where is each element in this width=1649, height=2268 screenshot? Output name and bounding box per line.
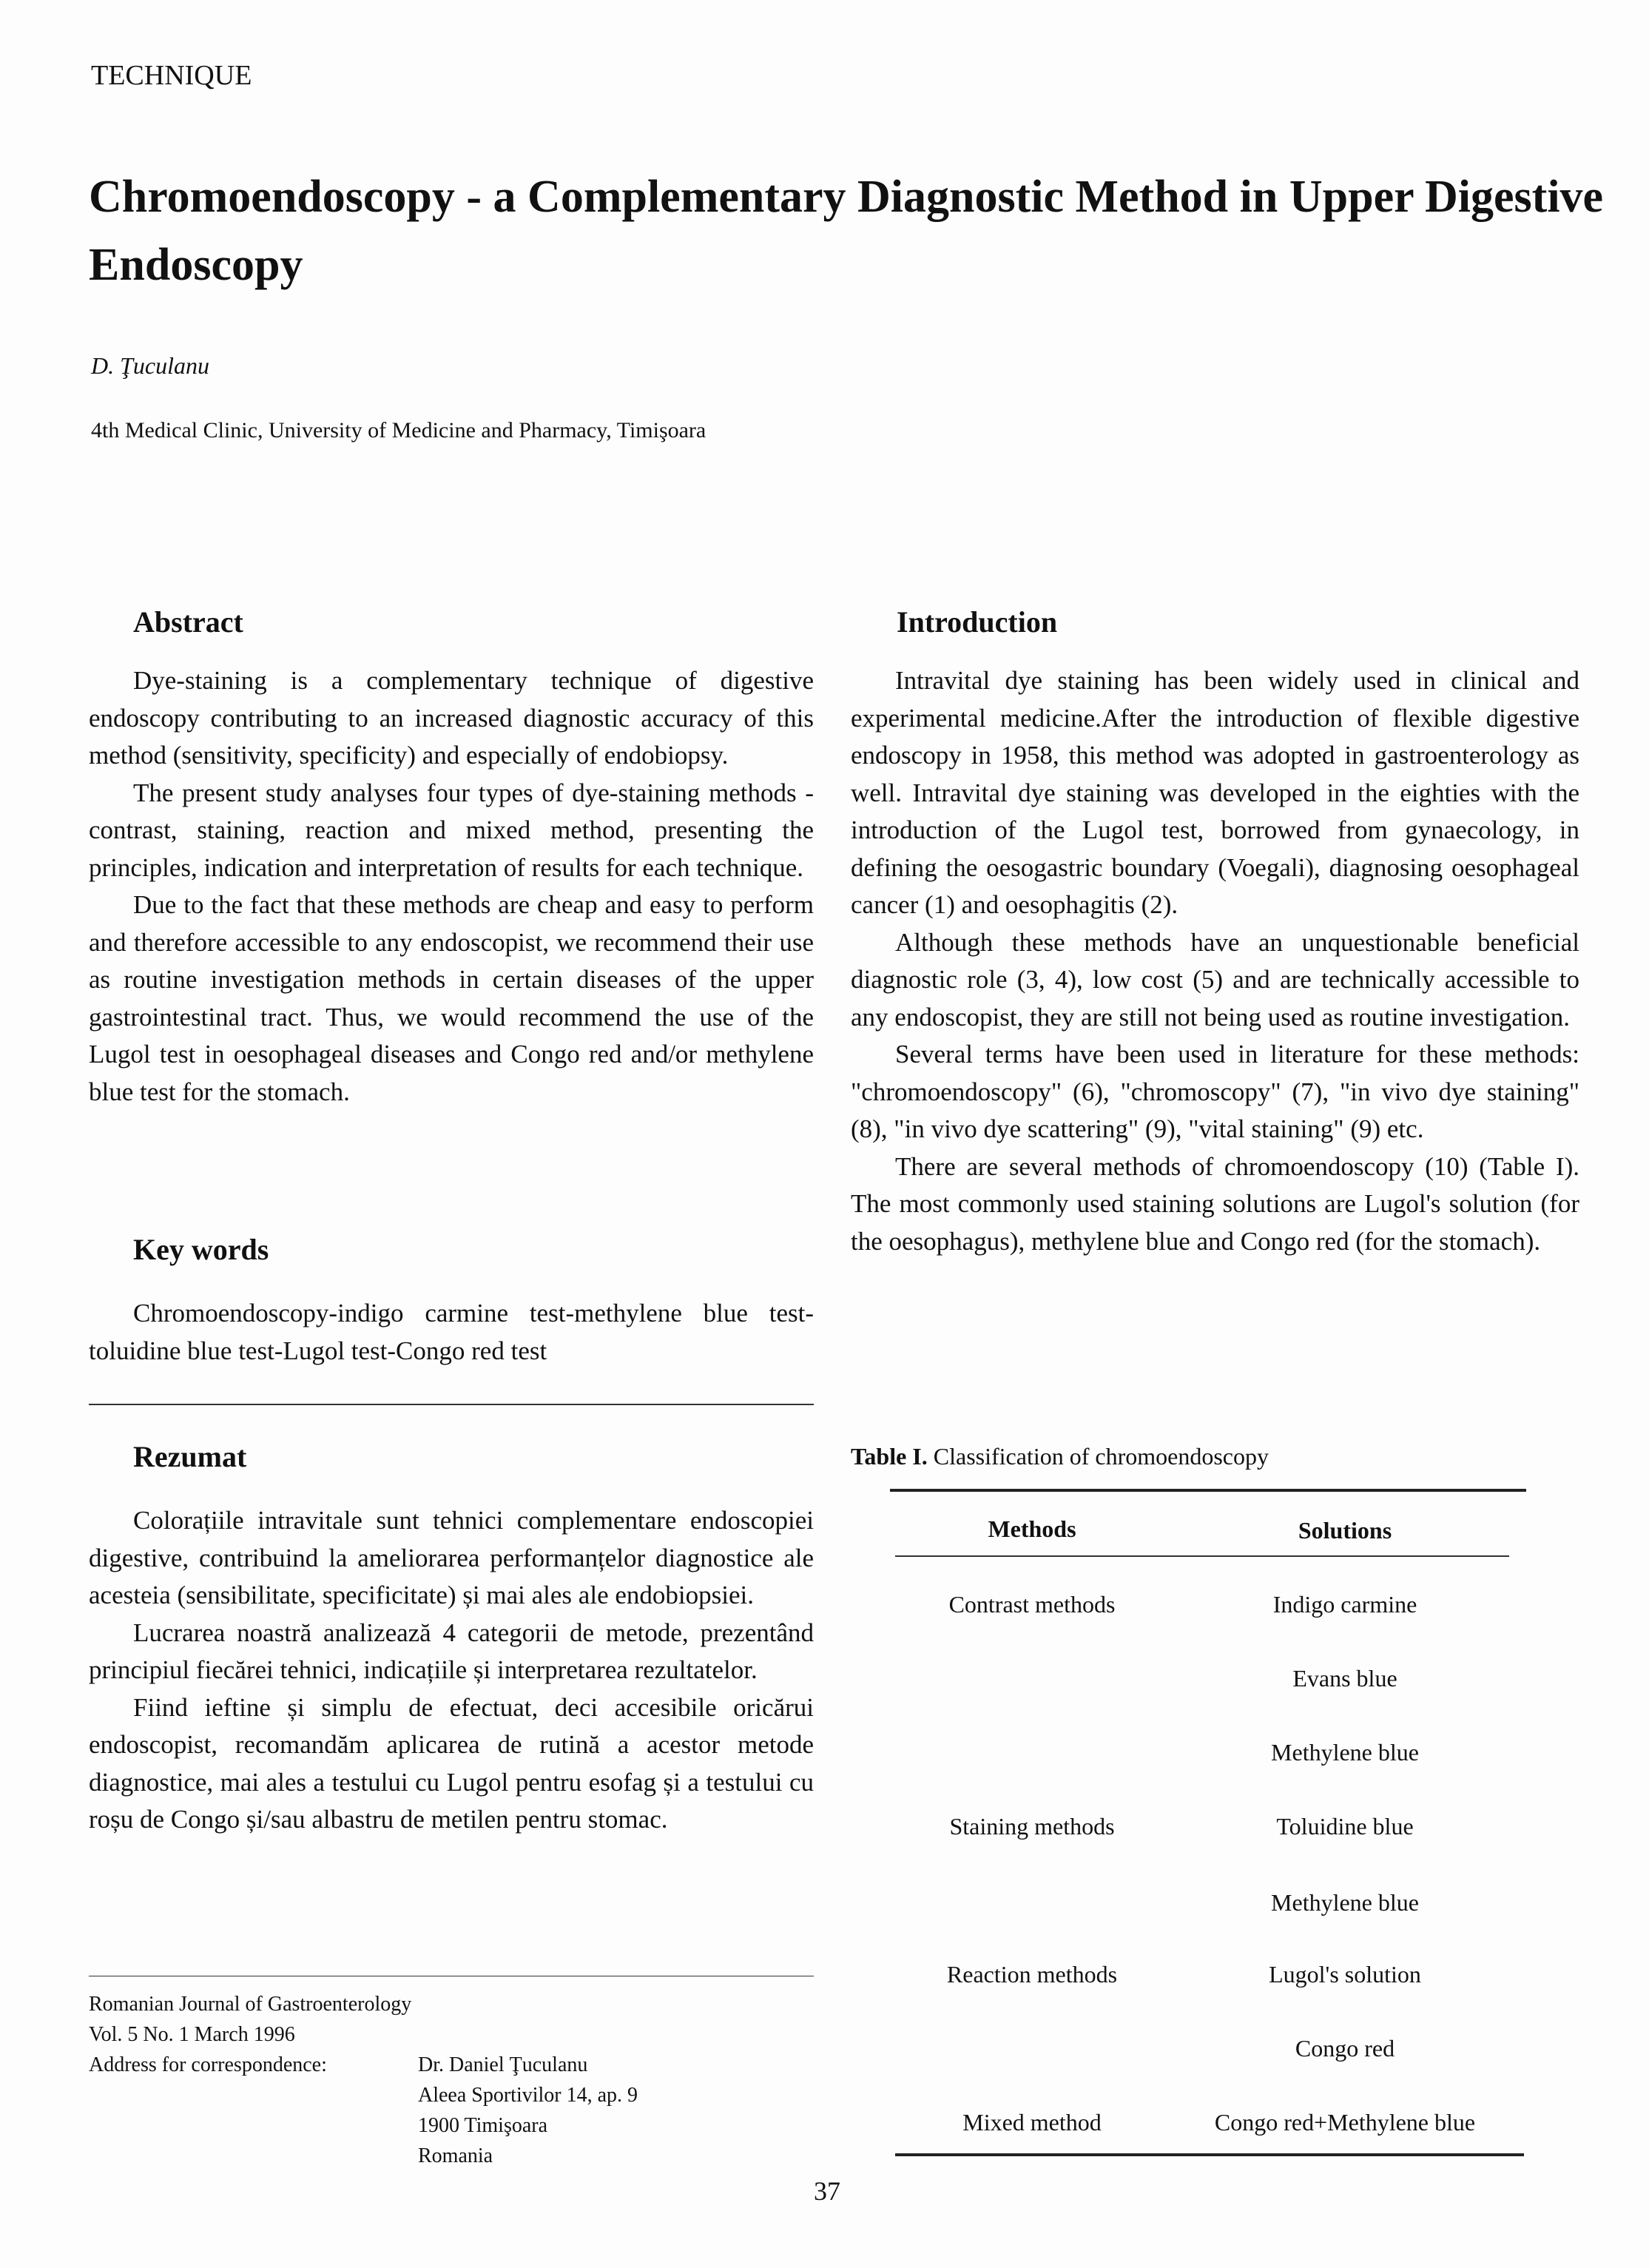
abstract-heading: Abstract xyxy=(133,605,243,639)
journal-issue: Vol. 5 No. 1 March 1996 xyxy=(89,2023,295,2046)
table-header-methods: Methods xyxy=(988,1515,1076,1542)
abstract-paragraph: Dye-staining is a complementary technique of digestive endoscopy contributing to an increased diagnostic accuracy of this method (sensitivity, specificity) and especially of endobiopsy. xyxy=(89,666,814,770)
keywords-heading: Key words xyxy=(133,1233,269,1266)
table-header-solutions: Solutions xyxy=(1298,1517,1392,1544)
table-bottom-rule xyxy=(895,2153,1524,2156)
author: D. Ţuculanu xyxy=(91,352,209,379)
page-number: 37 xyxy=(814,2176,840,2206)
table-cell-methods: Reaction methods xyxy=(946,1961,1118,1988)
table-cell-solutions: Congo red xyxy=(1295,2035,1395,2062)
rezumat-body xyxy=(89,1502,814,1839)
table-cell-solutions: Congo red+Methylene blue xyxy=(1214,2109,1476,2136)
rezumat-paragraph: Colorațiile intravitale sunt tehnici complementare endoscopiei digestive, contribuind la ameliorarea performanțelor diagnostice ale acesteia (sensibilitate, specificitate) și mai ales ale endobiopsiei. xyxy=(89,1506,814,1609)
intro-paragraph: There are several methods of chromoendoscopy (10) (Table I). The most commonly used staining solutions are Lugol's solution (for the oesophagus), methylene blue and Congo red (for the stomach). xyxy=(851,1151,1579,1256)
rezumat-paragraph: Fiind ieftine și simplu de efectuat, deci accesibile oricărui endoscopist, recomandăm aplicarea de rutină a acestor metode diagnostice, mai ales a testului cu Lugol pentru esofag și a testului cu roșu de Congo și/sau albastru de metilen pentru stomac. xyxy=(89,1692,814,1834)
table-caption-label: Table I. xyxy=(851,1443,928,1470)
divider xyxy=(89,1404,814,1405)
affiliation: 4th Medical Clinic, University of Medicine and Pharmacy, Timişoara xyxy=(91,418,707,443)
article-title: Chromoendoscopy - a Complementary Diagnostic Method in Upper Digestive Endoscopy xyxy=(89,172,1604,290)
table-top-rule xyxy=(890,1489,1526,1492)
abstract-paragraph: The present study analyses four types of dye-staining methods - contrast, staining, reaction and mixed method, presenting the principles, indication and interpretation of results for each technique. xyxy=(89,778,814,882)
address-line: Romania xyxy=(418,2144,493,2167)
table-cell-methods: Staining methods xyxy=(949,1813,1115,1840)
table-header-rule xyxy=(895,1555,1509,1557)
introduction-heading: Introduction xyxy=(897,605,1058,639)
address-line: Dr. Daniel Ţuculanu xyxy=(418,2053,588,2076)
section-label: TECHNIQUE xyxy=(91,60,252,91)
keywords-text: Chromoendoscopy-indigo carmine test-methylene blue test-toluidine blue test-Lugol test-Congo red test xyxy=(89,1299,814,1365)
table-cell-solutions: Indigo carmine xyxy=(1272,1591,1417,1618)
abstract-body xyxy=(89,662,814,1111)
journal-name: Romanian Journal of Gastroenterology xyxy=(89,1993,412,2016)
address-line: 1900 Timişoara xyxy=(418,2114,548,2137)
intro-paragraph: Intravital dye staining has been widely used in clinical and experimental medicine.After the introduction of flexible digestive endoscopy in 1958, this method was adopted in gastroenterology as well. Intravital dye staining was developed in the eighties with the introduction of the Lugol test, borrowed from gynaecology, in defining the oesogastric boundary (Voegali), diagnosing oesophageal cancer (1) and oesophagitis (2). xyxy=(851,666,1579,919)
table-cell-solutions: Lugol's solution xyxy=(1269,1961,1421,1988)
table-caption xyxy=(851,1443,1269,1470)
rezumat-heading: Rezumat xyxy=(133,1440,247,1473)
table-cell-methods: Mixed method xyxy=(962,2109,1102,2136)
keywords-body xyxy=(89,1295,814,1370)
abstract-paragraph: Due to the fact that these methods are cheap and easy to perform and therefore accessible to any endoscopist, we recommend their use as routine investigation methods in certain diseases of the upper gastrointestinal tract. Thus, we would recommend the use of the Lugol test in oesophageal diseases and Congo red and/or methylene blue test for the stomach. xyxy=(89,890,814,1106)
table-cell-methods: Contrast methods xyxy=(948,1591,1116,1618)
address-label: Address for correspondence: xyxy=(89,2053,327,2076)
address-line: Aleea Sportivilor 14, ap. 9 xyxy=(418,2084,638,2107)
introduction-body xyxy=(851,662,1579,1260)
table-caption-text: Classification of chromoendoscopy xyxy=(933,1443,1269,1470)
table-cell-solutions: Methylene blue xyxy=(1271,1889,1419,1916)
rezumat-paragraph: Lucrarea noastră analizează 4 categorii de metode, prezentând principiul fiecărei tehnici, indicațiile și interpretarea rezultatelor. xyxy=(89,1618,814,1684)
intro-paragraph: Although these methods have an unquestionable beneficial diagnostic role (3, 4), low cost (5) and are technically accessible to any endoscopist, they are still not being used as routine investigation. xyxy=(851,927,1579,1032)
intro-paragraph: Several terms have been used in literature for these methods: "chromoendoscopy" (6), "chromoscopy" (7), "in vivo dye staining" (8), "in vivo dye scattering" (9), "vital staining" (9) etc. xyxy=(851,1040,1579,1143)
table-cell-solutions: Evans blue xyxy=(1292,1665,1397,1692)
table-cell-solutions: Toluidine blue xyxy=(1276,1813,1414,1840)
table-cell-solutions: Methylene blue xyxy=(1271,1739,1419,1766)
